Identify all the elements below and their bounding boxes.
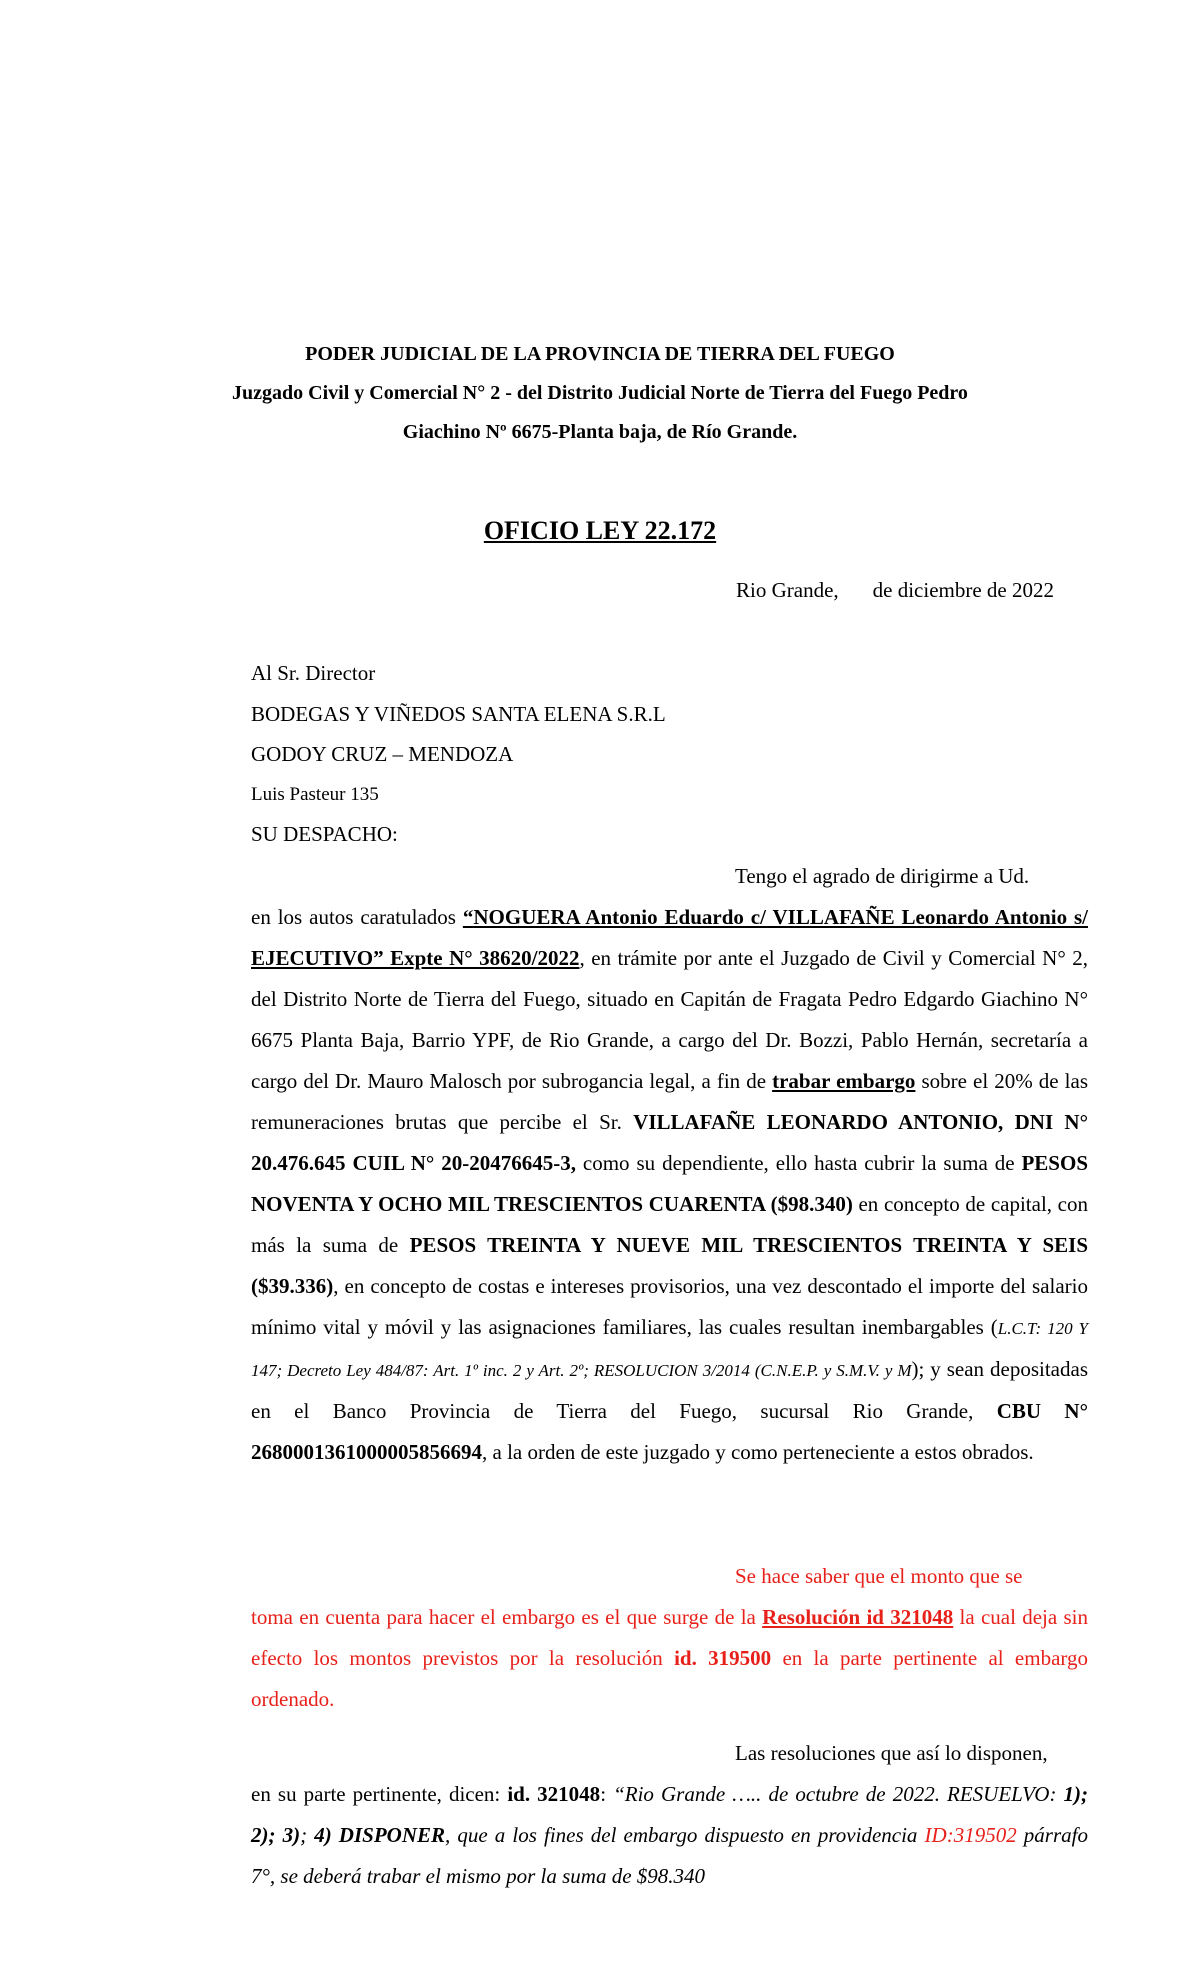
addressee-line-1: Al Sr. Director [251,661,376,685]
resolution-link: Resolución id 321048 [762,1605,954,1629]
capital-amount: PESOS NOVENTA Y OCHO MIL TRESCIENTOS CUARENTA ($98.340) [251,1151,1088,1216]
date-line [736,578,1054,603]
p3-quote-2: ; [300,1823,315,1847]
addressee-line-4: Luis Pasteur 135 [251,784,379,805]
p1-text-5: en concepto de capital, con más la suma de [251,1192,1088,1257]
case-caption: “NOGUERA Antonio Eduardo c/ VILLAFAÑE Leonardo Antonio s/ EJECUTIVO” Expte N° 38620/2022 [251,905,1089,970]
date-rest: de diciembre de 2022 [872,578,1055,602]
p2-text-1: toma en cuenta para hacer el embargo es el que surge de la [251,1605,763,1629]
p3-text-1: en su parte pertinente, dicen: [251,1782,508,1806]
addressee-line-2: BODEGAS Y VIÑEDOS SANTA ELENA S.R.L [251,702,666,726]
document-title: OFICIO LEY 22.172 [483,516,717,545]
p2-text-2: la cual deja sin efecto los montos previstos por la resolución [251,1605,1088,1670]
p1-text-3: sobre el 20% de las remuneraciones brutas que percibe el Sr. [251,1069,1088,1134]
addressee-line-5: SU DESPACHO: [251,822,398,846]
p1-opening: Tengo el agrado de dirigirme a Ud. [735,864,1030,888]
header-line-2: Juzgado Civil y Comercial N° 2 - del Distrito Judicial Norte de Tierra del Fuego Pedro [232,382,968,404]
legal-citation: L.C.T: 120 Y 147; Decreto Ley 484/87: Art. 1º inc. 2 y Art. 2º; RESOLUCION 3/2014 (C.N.E.P. y S.M.V. y M [251,1319,1088,1380]
p3-quote-1: “Rio Grande ….. de octubre de 2022. RESUELVO: [613,1782,1064,1806]
court-header [0,335,1200,452]
p3-quote-3: , que a los fines del embargo dispuesto en providencia [445,1823,925,1847]
p3-quote-4: párrafo 7°, se deberá trabar el mismo por la suma de $98.340 [251,1823,1088,1888]
cbu-number: CBU N° 2680001361000005856694 [251,1399,1089,1464]
paragraph-main [251,856,1088,1473]
p3-providence-id: ID:319502 [924,1823,1017,1847]
p2-opening: Se hace saber que el monto que se [735,1564,1023,1588]
header-line-3: Giachino Nº 6675-Planta baja, de Río Grande. [402,421,798,443]
debtor-identity: VILLAFAÑE LEONARDO ANTONIO, DNI N° 20.476.645 CUIL N° 20-20476645-3, [251,1110,1088,1175]
p1-text-4: como su dependiente, ello hasta cubrir la suma de [575,1151,1022,1175]
p1-text-1: en los autos caratulados [251,905,463,929]
addressee-line-3: GODOY CRUZ – MENDOZA [251,742,514,766]
p3-items: 1); 2); 3) [251,1782,1089,1847]
trabar-embargo: trabar embargo [772,1069,916,1093]
paragraph-resolutions [251,1733,1088,1897]
resolution-id: id. 319500 [674,1646,772,1670]
p2-text-3: en la parte pertinente al embargo ordenado. [251,1646,1089,1711]
p3-opening: Las resoluciones que así lo disponen, [735,1741,1048,1765]
p3-disponer: 4) DISPONER [314,1823,445,1847]
paragraph-notice [251,1556,1088,1720]
p3-text-2: : [600,1782,614,1806]
p1-text-8: , a la orden de este juzgado y como perteneciente a estos obrados. [482,1440,1034,1464]
p1-text-2: , en trámite por ante el Juzgado de Civil y Comercial N° 2, del Distrito Norte de Tierra del Fuego, situado en Capitán de Fragata Pedro Edgardo Giachino N° 6675 Planta Baja, Barrio YPF, de Rio Grande, a cargo del Dr. Bozzi, Pablo Hernán, secretaría a cargo del Dr. Mauro Malosch por subrogancia legal, a fin de [251,946,1088,1093]
p1-text-6: , en concepto de costas e intereses provisorios, una vez descontado el importe del salario mínimo vital y móvil y las asignaciones familiares, las cuales resultan inembargables ( [251,1274,1088,1339]
date-city: Rio Grande, [736,578,839,602]
costs-amount: PESOS TREINTA Y NUEVE MIL TRESCIENTOS TREINTA Y SEIS ($39.336) [251,1233,1088,1298]
p3-resolution-id: id. 321048 [507,1782,601,1806]
p1-text-7: ); y sean depositadas en el Banco Provincia de Tierra del Fuego, sucursal Rio Grande, [251,1357,1088,1423]
header-line-1: PODER JUDICIAL DE LA PROVINCIA DE TIERRA DEL FUEGO [305,343,895,365]
